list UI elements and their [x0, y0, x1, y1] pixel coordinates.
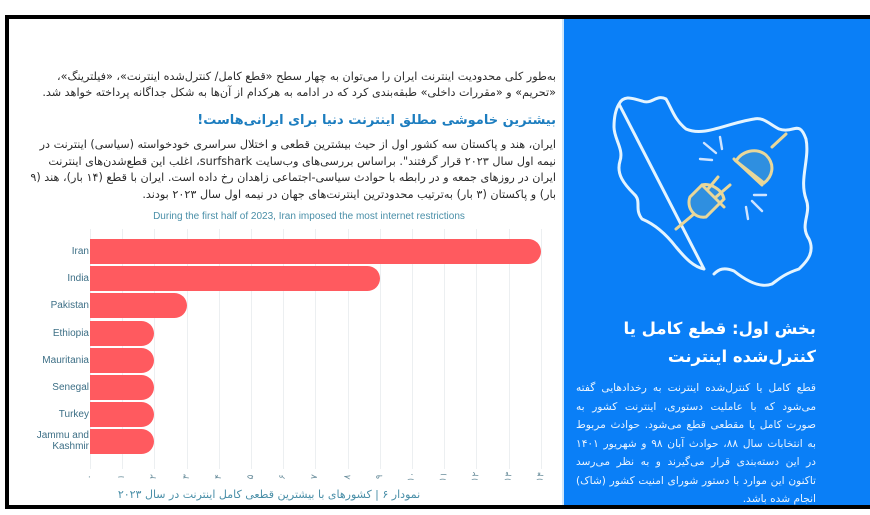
section-title: بخش اول: قطع کامل یا کنترل‌شده اینترنت: [623, 319, 816, 366]
category-label: Pakistan: [50, 300, 89, 312]
intro-paragraph: به‌طور کلی محدودیت اینترنت ایران را می‌توان به چهار سطح «قطع کامل/ کنترل‌شده اینترنت»، «فیلترینگ»، «تحریم» و «مقررات داخلی» طبقه‌بندی کرد که در ادامه به هرکدام از آن‌ها به شکل جداگانه پرداخته خواهد شد.: [42, 70, 556, 99]
bar-ethiopia: [90, 321, 154, 346]
category-label: Turkey: [58, 409, 89, 421]
gridline: [154, 229, 155, 469]
x-tick-label: ۰: [84, 473, 96, 481]
category-label: Ethiopia: [52, 327, 89, 339]
gridline: [219, 229, 220, 469]
gridline: [380, 229, 381, 469]
category-label: Mauritania: [42, 354, 89, 366]
x-tick-label: ۴: [213, 473, 225, 481]
gridline: [283, 229, 284, 469]
x-tick-label: ۱: [116, 473, 128, 481]
iran-map-unplugged-icon: [594, 79, 844, 309]
category-label: Jammu and Kashmir: [36, 430, 89, 453]
section-heading: بیشترین خاموشی مطلق اینترنت دنیا برای ایرانی‌هاست!: [197, 113, 556, 128]
gridline: [444, 229, 445, 469]
section-body: قطع کامل یا کنترل‌شده اینترنت به رخدادهایی گفته می‌شود که با عاملیت دستوری، اینترنت کشور به صورت کامل یا مقطعی قطع می‌شود. حوادث مربوط به انتخابات سال ۸۸، حوادث آبان ۹۸ و شهریور ۱۴۰۱ در این دسته‌بندی قرار می‌گیرند و به نظر می‌رسد تاکنون این موارد با دستور شورای امنیت کشور (شاک) انجام شده باشد.: [576, 382, 816, 505]
gridline: [315, 229, 316, 469]
gridline: [509, 229, 510, 469]
category-label: Senegal: [52, 382, 89, 393]
gridline: [541, 229, 542, 469]
category-label: Iran: [71, 246, 89, 257]
x-tick-label: ۱۲: [470, 471, 483, 483]
left-column: [9, 19, 562, 505]
right-column: [562, 19, 870, 505]
x-tick-label: ۱۱: [438, 471, 450, 483]
page-frame: [5, 15, 870, 509]
category-label: India: [67, 273, 89, 285]
bar-mauritania: [90, 348, 154, 373]
bar-senegal: [90, 375, 154, 400]
gridline: [476, 229, 477, 469]
x-tick-label: ۳: [181, 473, 192, 481]
bar-chart: [9, 229, 562, 483]
gridline: [251, 229, 252, 469]
x-tick-label: ۱۰: [406, 471, 418, 483]
bar-india: [90, 266, 380, 291]
bar-turkey: [90, 402, 154, 427]
chart-caption: نمودار ۶ | کشورهای با بیشترین قطعی کامل اینترنت در سال ۲۰۲۳: [117, 488, 421, 501]
gridline: [348, 229, 349, 469]
bar-iran: [90, 239, 541, 264]
x-tick-label: ۲: [149, 473, 160, 481]
x-tick-label: ۱۳: [502, 471, 515, 483]
gridline: [187, 229, 188, 469]
x-tick-label: ۸: [342, 473, 353, 481]
gridline: [412, 229, 413, 469]
bar-pakistan: [90, 293, 187, 318]
x-tick-label: ۶: [277, 473, 289, 481]
x-tick-label: ۷: [310, 473, 321, 481]
body-paragraph: ایران، هند و پاکستان سه کشور اول از حیث بیشترین قطعی و اختلال سراسری خودخواسته (سیاسی) اینترنت در نیمه اول سال ۲۰۲۳ قرار گرفتند". براساس بررسی‌های وب‌سایت surfshark، اغلب این قطع‌شدن‌های اینترنت ایران در روزهای جمعه و در رابطه با حوادث سیاسی-اجتماعی زاهدان رخ داده است. ایران با قطع (۱۴ بار)، هند (۹ بار) و پاکستان (۳ بار) به‌ترتیب محدودترین اینترنت‌های جهان در نیمه اول سال ۲۰۲۳ بودند.: [30, 138, 556, 201]
chart-title: During the first half of 2023, Iran imposed the most internet restrictions: [153, 211, 465, 222]
x-tick-label: ۵: [245, 473, 257, 481]
x-tick-label: ۱۴: [535, 471, 547, 483]
bar-jammu-and-kashmir: [90, 429, 154, 454]
x-tick-label: ۹: [374, 473, 386, 481]
